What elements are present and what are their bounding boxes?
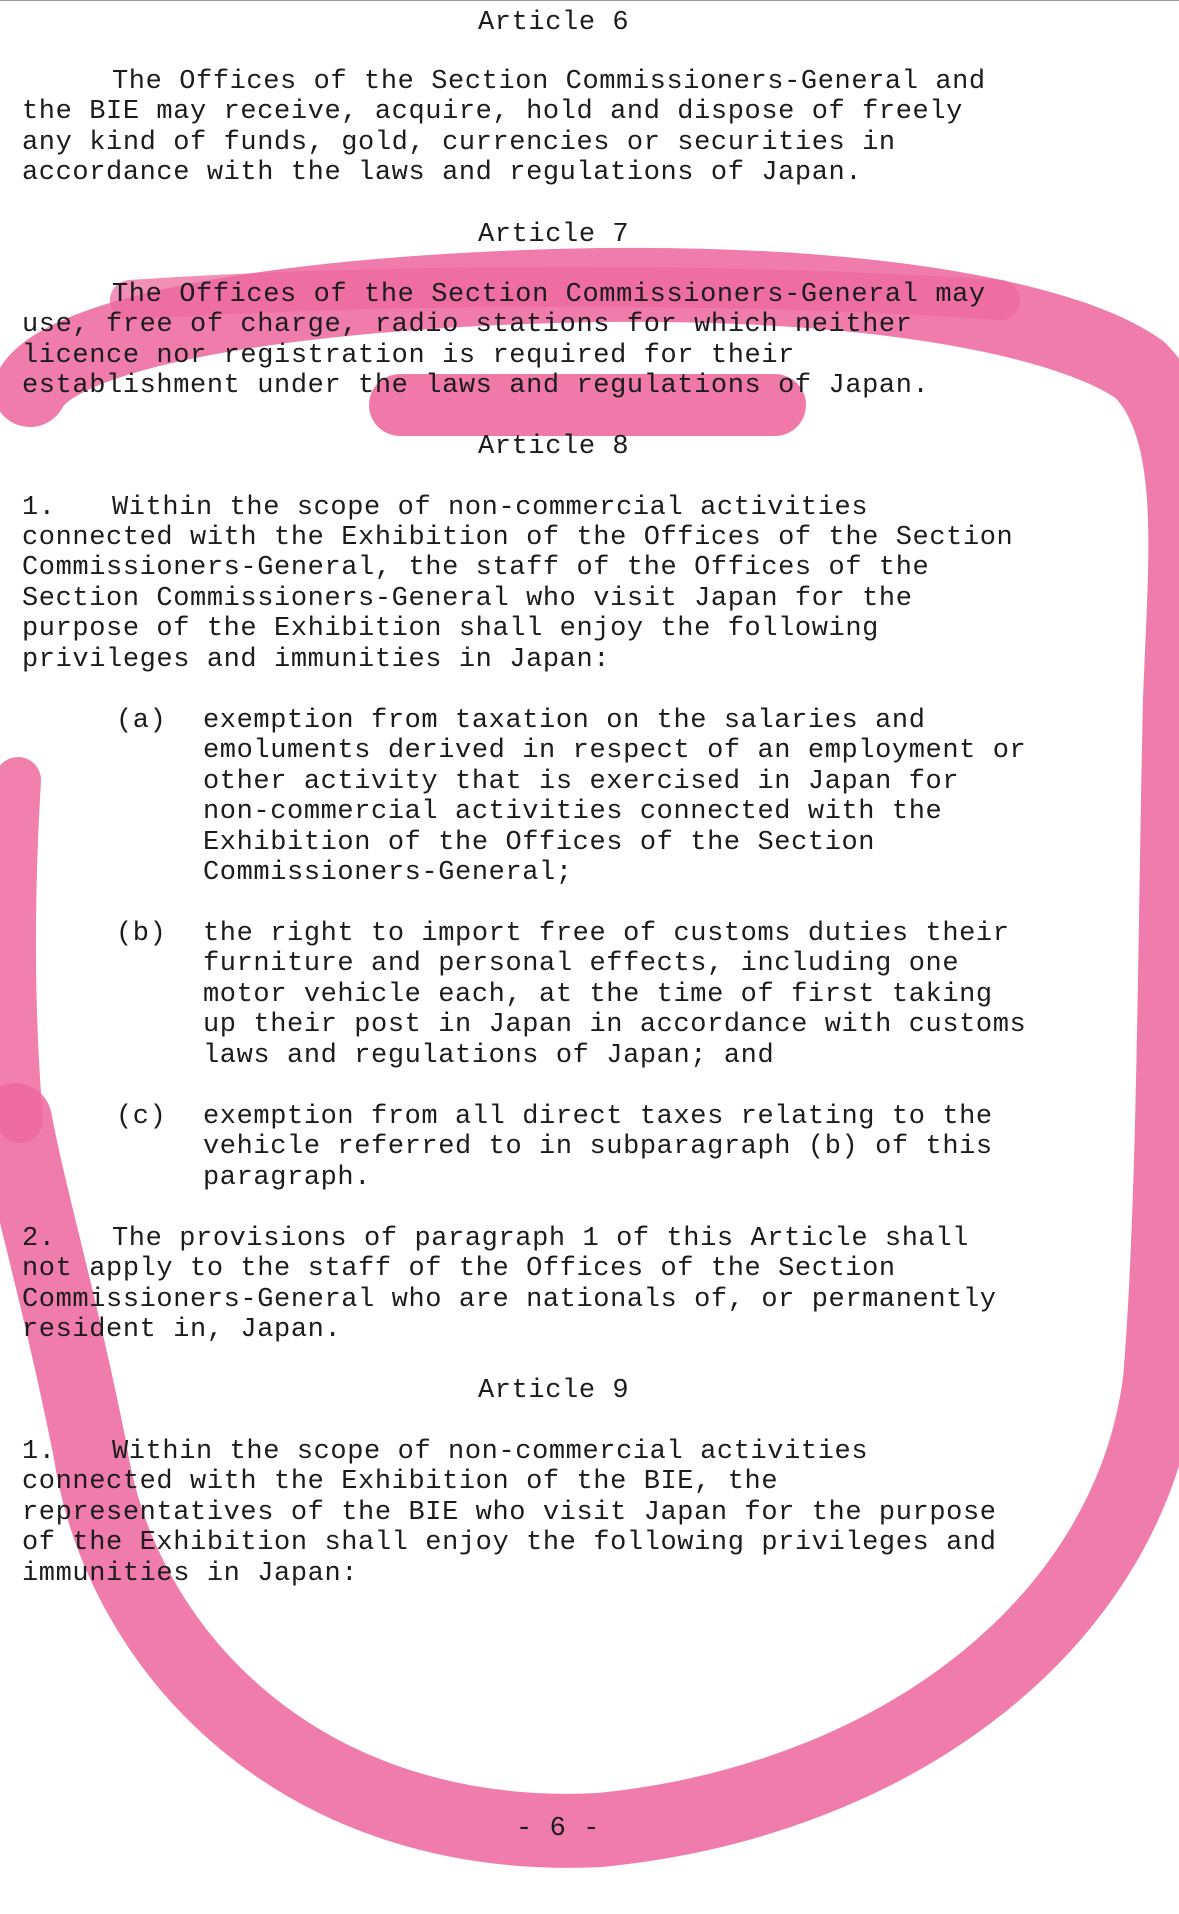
article-9-heading: Article 9 [478,1376,630,1406]
article-6-line: The Offices of the Section Commissioners-General and [112,67,986,97]
article-8-para-2-line: The provisions of paragraph 1 of this Article shall [112,1224,969,1254]
article-9-para-1-line: Within the scope of non-commercial activities [112,1437,869,1467]
item-b-line: laws and regulations of Japan; and [203,1041,775,1071]
article-7-heading: Article 7 [478,220,630,250]
item-a-line: emoluments derived in respect of an employment or [203,736,1027,766]
item-a-line: Exhibition of the Offices of the Section [203,828,876,858]
item-c-line: vehicle referred to in subparagraph (b) of this [203,1132,993,1162]
article-8-para-2-line: resident in, Japan. [22,1315,342,1345]
item-c-line: exemption from all direct taxes relating to the [203,1102,993,1132]
article-7-line: use, free of charge, radio stations for which neither [22,310,913,340]
article-7-line: The Offices of the Section Commissioners-General may [112,280,986,310]
item-b-label: (b) [116,919,167,949]
item-a-line: exemption from taxation on the salaries and [203,706,926,736]
article-6-line: accordance with the laws and regulations of Japan. [22,158,863,188]
item-a-label: (a) [116,706,167,736]
article-6-heading: Article 6 [478,8,630,38]
article-8-para-1-line: Within the scope of non-commercial activities [112,493,869,523]
article-8-para-1-line: connected with the Exhibition of the Offices of the Section [22,523,1014,553]
item-a-line: non-commercial activities connected with the [203,797,943,827]
item-a-line: other activity that is exercised in Japan for [203,767,960,797]
item-b-line: the right to import free of customs duties their [203,919,1010,949]
article-8-para-2-line: Commissioners-General who are nationals of, or permanently [22,1285,997,1315]
article-8-para-2-number: 2. [22,1224,56,1254]
article-7-line: establishment under the laws and regulations of Japan. [22,371,930,401]
article-8-para-1-line: privileges and immunities in Japan: [22,645,611,675]
article-8-para-1-number: 1. [22,493,56,523]
article-9-para-1-line: immunities in Japan: [22,1559,359,1589]
article-6-line: the BIE may receive, acquire, hold and dispose of freely [22,97,963,127]
item-c-label: (c) [116,1102,167,1132]
article-8-para-1-line: purpose of the Exhibition shall enjoy the following [22,614,879,644]
article-9-para-1-line: of the Exhibition shall enjoy the following privileges and [22,1528,997,1558]
article-6-line: any kind of funds, gold, currencies or securities in [22,128,896,158]
item-c-line: paragraph. [203,1163,372,1193]
article-8-heading: Article 8 [478,432,630,462]
item-b-line: up their post in Japan in accordance with customs [203,1010,1027,1040]
article-9-para-1-number: 1. [22,1437,56,1467]
item-a-line: Commissioners-General; [203,858,573,888]
article-8-para-2-line: not apply to the staff of the Offices of the Section [22,1254,896,1284]
article-8-para-1-line: Section Commissioners-General who visit Japan for the [22,584,913,614]
article-7-line: licence nor registration is required for their [22,341,795,371]
item-b-line: motor vehicle each, at the time of first taking [203,980,993,1010]
article-9-para-1-line: representatives of the BIE who visit Japan for the purpose [22,1498,997,1528]
article-8-para-1-line: Commissioners-General, the staff of the Offices of the [22,553,930,583]
article-9-para-1-line: connected with the Exhibition of the BIE, the [22,1467,779,1497]
item-b-line: furniture and personal effects, including one [203,949,960,979]
page-number: - 6 - [516,1814,601,1844]
